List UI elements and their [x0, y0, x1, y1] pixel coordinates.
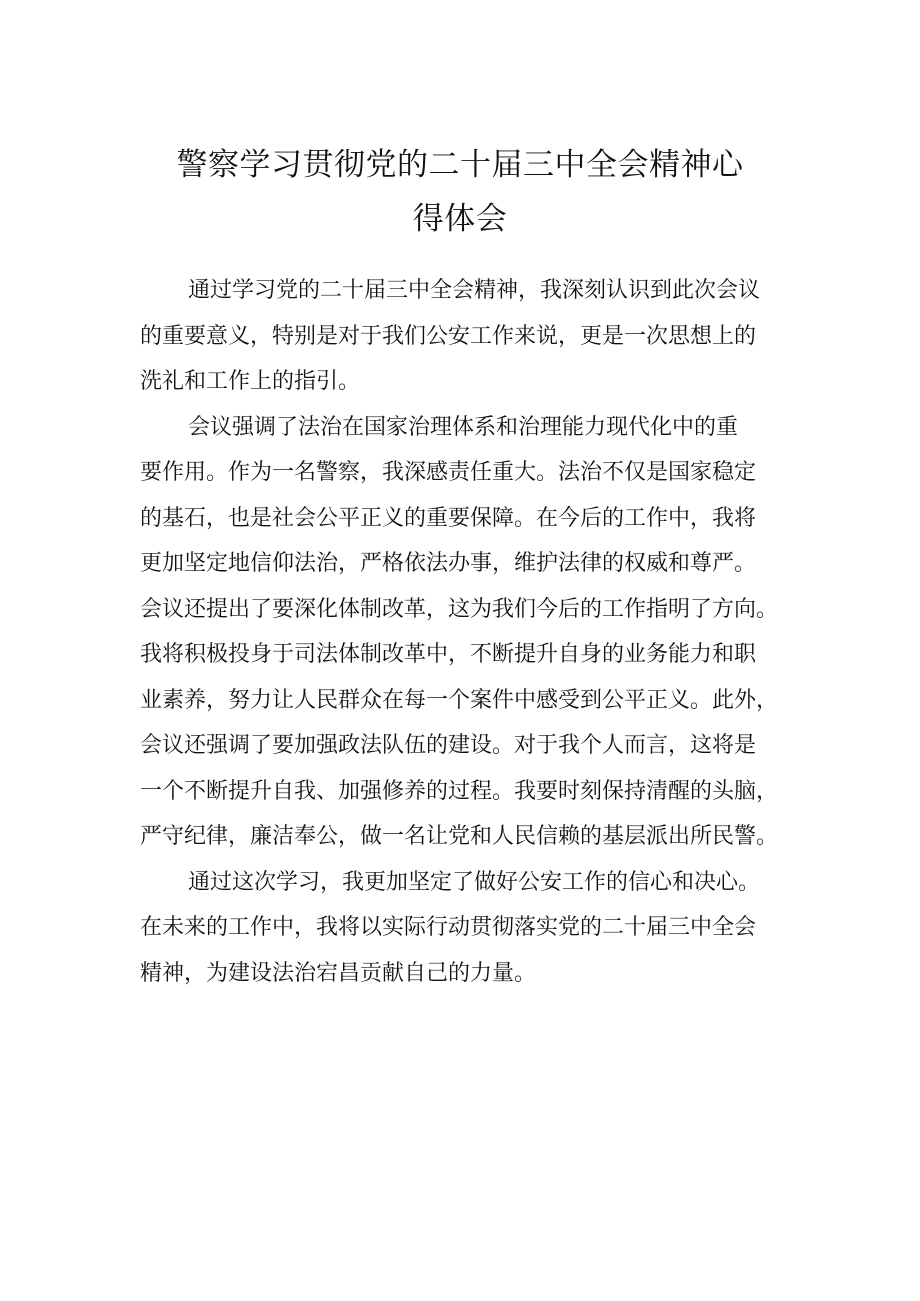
document-title [140, 138, 780, 246]
title-line: 警察学习贯彻党的二十届三中全会精神心 [176, 147, 744, 183]
paragraph-line: 会议还提出了要深化体制改革，这为我们今后的工作指明了方向。 [140, 596, 779, 622]
paragraph-line: 严守纪律，廉洁奉公，做一名让党和人民信赖的基层派出所民警。 [140, 824, 779, 849]
paragraph-line: 业素养，努力让人民群众在每一个案件中感受到公平正义。此外， [140, 687, 779, 713]
paragraph-2 [140, 405, 790, 860]
document-body [140, 268, 790, 996]
paragraph-3 [140, 860, 790, 997]
paragraph-line: 的基石，也是社会公平正义的重要保障。在今后的工作中，我将 [140, 505, 757, 531]
paragraph-line: 洗礼和工作上的指引。 [140, 369, 361, 394]
paragraph-line: 我将积极投身于司法体制改革中，不断提升自身的业务能力和职 [140, 642, 757, 667]
paragraph-line: 更加坚定地信仰法治，严格依法办事，维护法律的权威和尊严。 [140, 551, 757, 576]
paragraph-line: 会议强调了法治在国家治理体系和治理能力现代化中的重 [188, 414, 739, 440]
paragraph-line: 一个不断提升自我、加强修养的过程。我要时刻保持清醒的头脑， [140, 778, 779, 804]
paragraph-line: 的重要意义，特别是对于我们公安工作来说，更是一次思想上的 [140, 323, 757, 349]
paragraph-line: 要作用。作为一名警察，我深感责任重大。法治不仅是国家稳定 [140, 460, 757, 485]
paragraph-line: 在未来的工作中，我将以实际行动贯彻落实党的二十届三中全会 [140, 915, 757, 940]
title-line: 得体会 [412, 201, 508, 237]
paragraph-line: 通过学习党的二十届三中全会精神，我深刻认识到此次会议 [188, 278, 761, 303]
paragraph-line: 通过这次学习，我更加坚定了做好公安工作的信心和决心。 [188, 869, 761, 895]
paragraph-line: 精神，为建设法治宕昌贡献自己的力量。 [140, 960, 537, 986]
paragraph-1 [140, 268, 790, 405]
paragraph-line: 会议还强调了要加强政法队伍的建设。对于我个人而言，这将是 [140, 733, 757, 758]
